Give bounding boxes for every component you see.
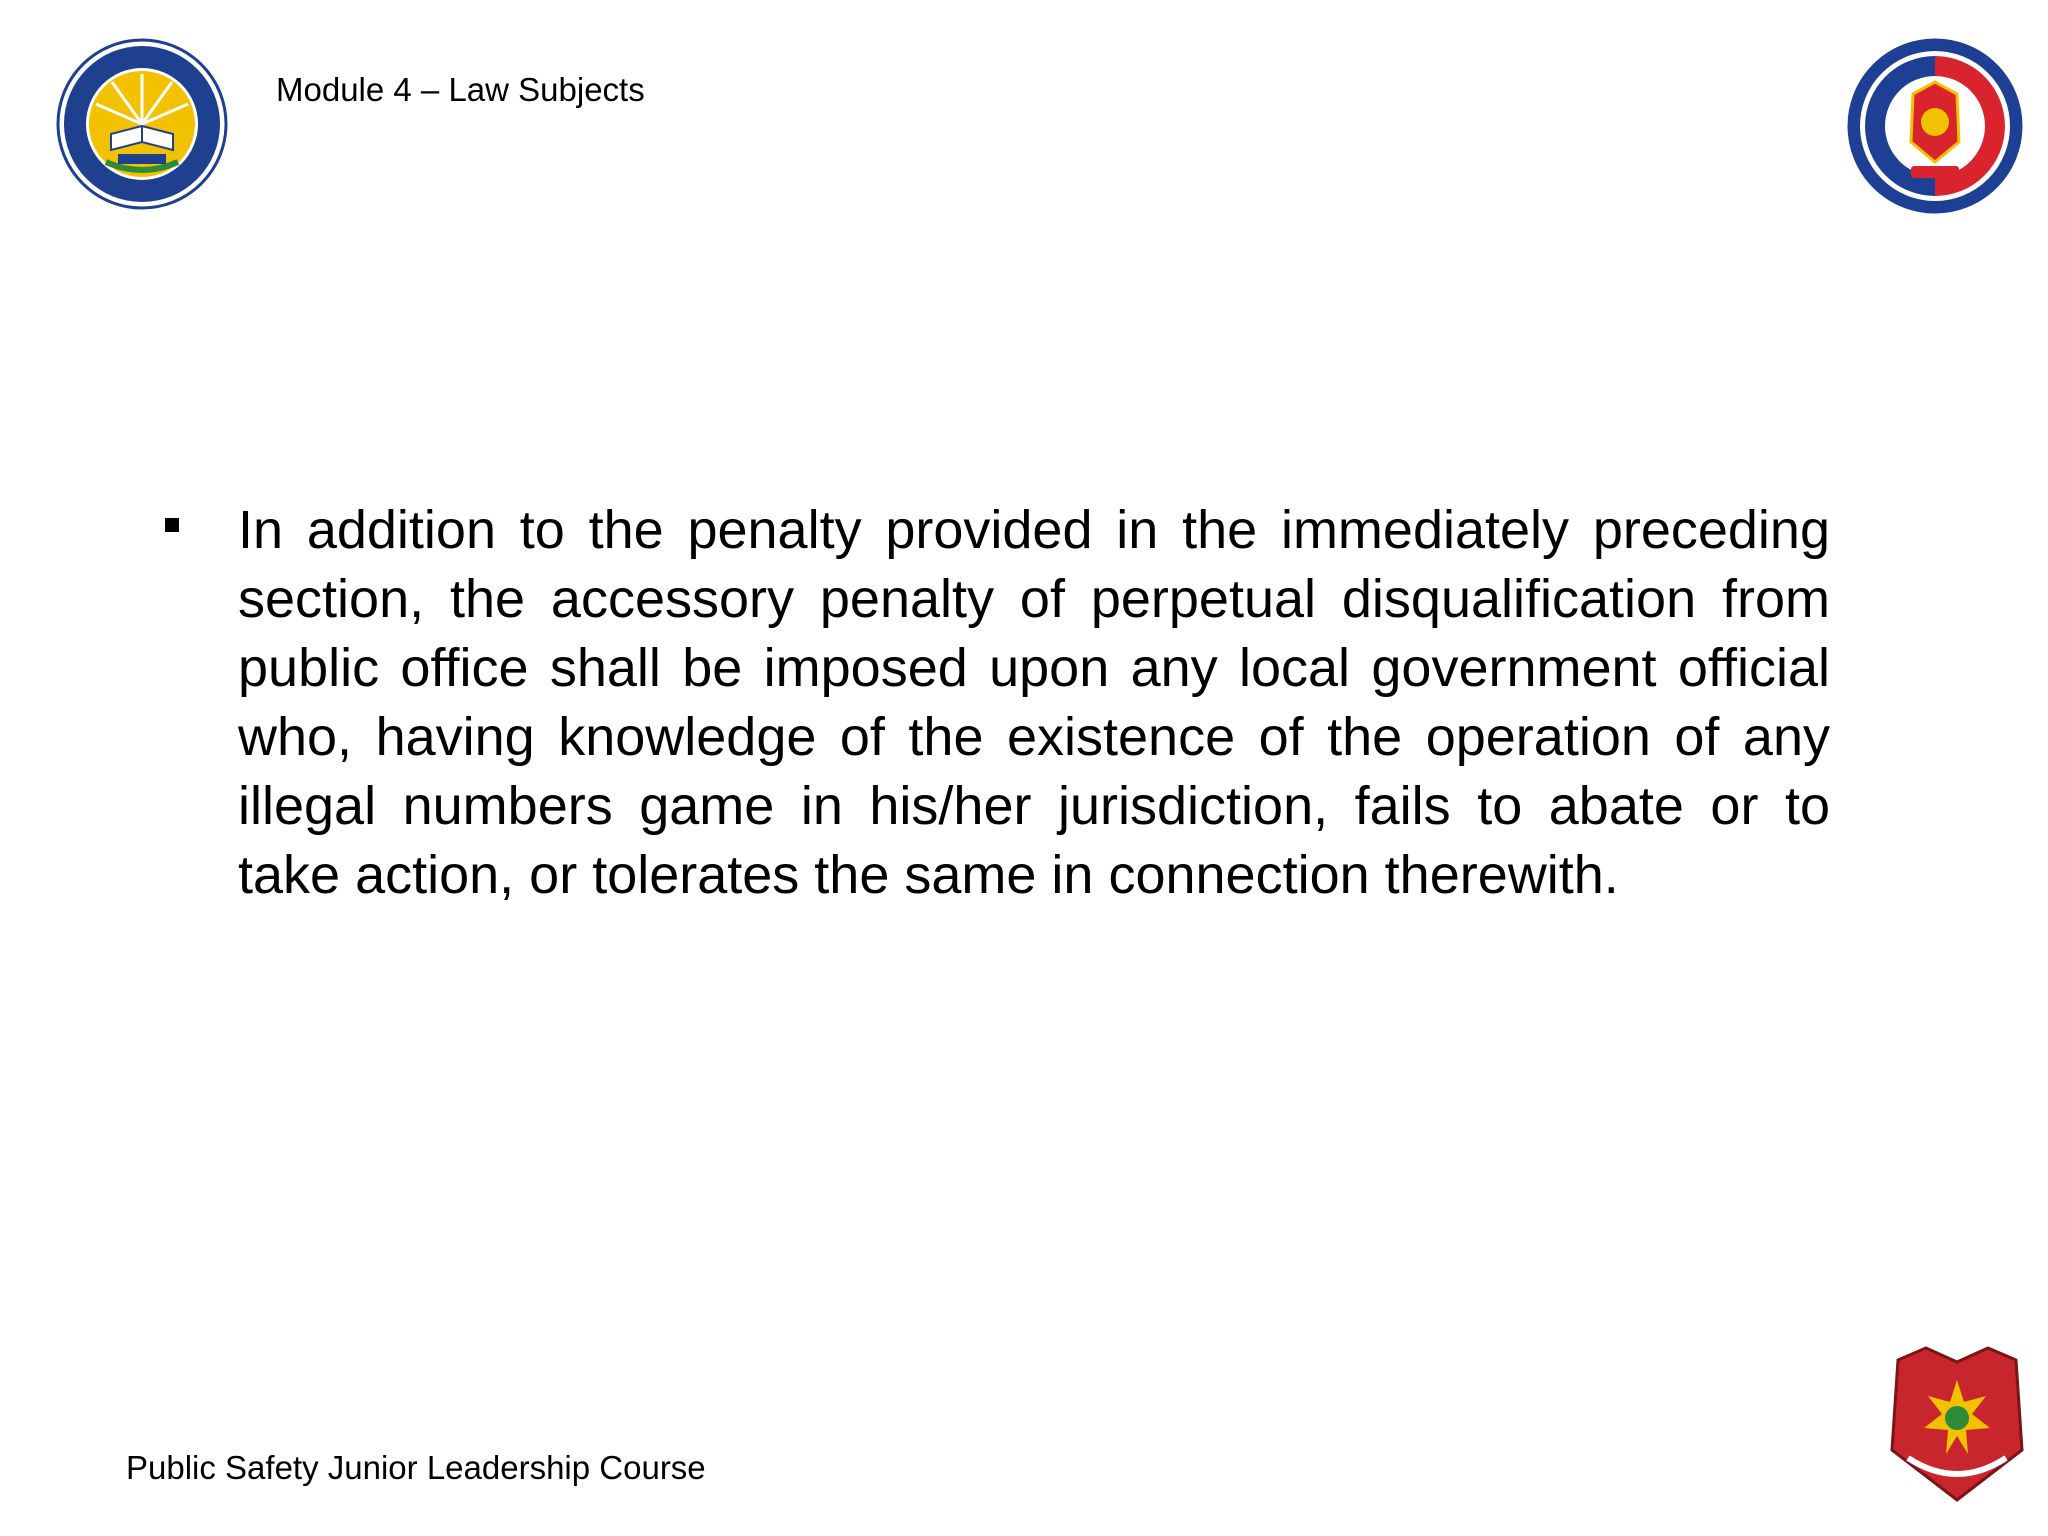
pnp-emblem-icon (1886, 1340, 2028, 1506)
bullet-item (160, 496, 1830, 910)
module-title: Module 4 – Law Subjects (276, 71, 645, 108)
slide-content (160, 496, 1830, 910)
square-bullet-icon (160, 496, 238, 532)
course-name: Public Safety Junior Leadership Course (126, 1449, 706, 1486)
pnp-training-institute-seal-icon (1847, 38, 2023, 214)
directorate-seal-icon (56, 38, 228, 210)
bullet-text: In addition to the penalty provided in the immediately preceding section, the accessory penalty of perpetual disqualification from public office shall be imposed upon any local government official who, having knowledge of the existence of the operation of any illegal numbers game in his/her jurisdiction, fails to abate or to take action, or tolerates the same in connection therewith. (238, 500, 1830, 905)
